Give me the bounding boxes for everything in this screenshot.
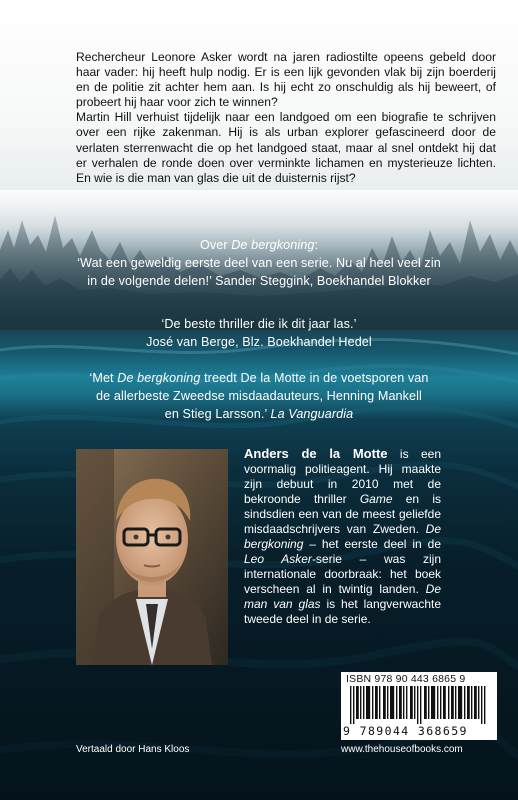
quote-line: ‘Wat een geweldig eerste deel van een serie. Nu al heel veel zin bbox=[77, 256, 441, 270]
quote-line: in de volgende delen!’ Sander Steggink, Boekhandel Blokker bbox=[87, 274, 431, 288]
quote-text: en Stieg Larsson.’ bbox=[164, 407, 271, 421]
isbn-label: ISBN 978 90 443 6865 9 bbox=[346, 673, 466, 685]
isbn-digits: 9 789044 368659 bbox=[343, 724, 468, 738]
review-quote-3 bbox=[0, 369, 518, 423]
translator-credit: Vertaald door Hans Kloos bbox=[76, 744, 190, 755]
review-quote-2 bbox=[0, 315, 518, 351]
quote-intro-title: De bergkoning bbox=[231, 238, 315, 252]
quote-intro-suffix: : bbox=[314, 238, 319, 252]
isbn-barcode bbox=[341, 672, 497, 740]
author-book-title: De bergkoning bbox=[244, 522, 441, 551]
publisher-website: www.thehouseofbooks.com bbox=[341, 744, 463, 755]
review-quote-1 bbox=[0, 236, 518, 290]
author-series-name: Leo Asker bbox=[244, 552, 312, 566]
author-bio-text: en is sindsdien een van de meest geliefde misdaadschrijvers van Zweden. bbox=[244, 492, 441, 536]
quote-line bbox=[0, 405, 518, 423]
author-bio bbox=[244, 446, 441, 627]
quote-line: ‘De beste thriller die ik dit jaar las.’ bbox=[161, 317, 357, 331]
blurb-paragraph-2: Martin Hill verhuist tijdelijk naar een landgoed om een biografie te schrijven over een rijke zakenman. Hij is als urban explorer gefascineerd door de verlaten sterrenwacht die op het landgoed staat, maar al snel ontdekt hij dat er verhalen de ronde doen over verminkte lichamen en mysterieuze lichten. En wie is die man van glas die uit de duisternis rijst? bbox=[76, 110, 496, 185]
barcode-bars bbox=[344, 686, 494, 724]
author-bio-text: -serie – was zijn internationale doorbraak: het boek verscheen al in twintig landen. bbox=[244, 552, 441, 596]
author-name: Anders de la Motte bbox=[244, 446, 388, 461]
author-photo bbox=[76, 449, 228, 665]
quote-line: de allerbeste Zweedse misdaadauteurs, Henning Mankell bbox=[96, 389, 422, 403]
author-bio-text: is een voormalig politieagent. Hij maakte zijn debuut in 2010 met de bekroonde thriller bbox=[244, 447, 442, 506]
quote-intro bbox=[0, 236, 518, 254]
author-bio-text: – het eerste deel in de bbox=[303, 537, 441, 551]
author-bio-text: is het langverwachte tweede deel in de serie. bbox=[244, 597, 441, 626]
quote-text: ‘Met bbox=[89, 371, 118, 385]
blurb-text bbox=[76, 50, 496, 186]
author-book-title: De man van glas bbox=[244, 582, 441, 611]
blurb-paragraph-1: Rechercheur Leonore Asker wordt na jaren radiostilte opeens gebeld door haar vader: hij heeft hulp nodig. Er is een lijk gevonden vlak bij zijn boerderij en de politie zit achter hem aan. Is hij echt zo onschuldig als hij beweert, of probeert hij haar voor zich te winnen? bbox=[76, 50, 496, 110]
quote-text: treedt De la Motte in de voetsporen van bbox=[200, 371, 429, 385]
quote-intro-prefix: Over bbox=[199, 238, 232, 252]
quote-attribution: José van Berge, Blz. Boekhandel Hedel bbox=[146, 335, 372, 349]
author-debut-title: Game bbox=[359, 492, 393, 506]
quote-book-title: De bergkoning bbox=[117, 371, 201, 385]
quote-line bbox=[0, 369, 518, 387]
quote-source: La Vanguardia bbox=[270, 407, 354, 421]
